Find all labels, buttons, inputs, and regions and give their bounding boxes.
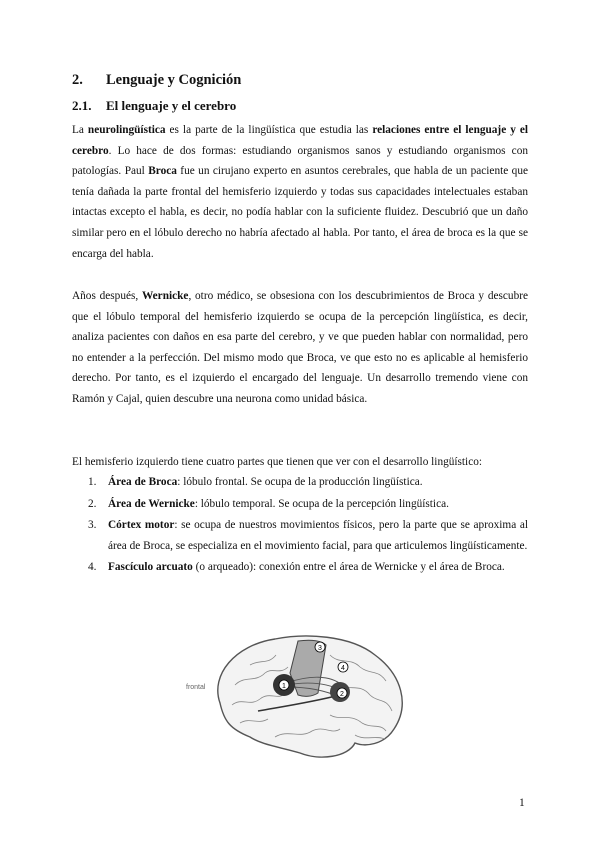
marker-2-label: 2 [340, 691, 344, 698]
section-number: 2. [72, 72, 83, 88]
section-heading [72, 72, 241, 89]
subsection-number: 2.1. [72, 98, 92, 113]
p2-text: Años después, [72, 290, 142, 302]
list-term: Área de Wernicke [108, 497, 195, 510]
p1-text: . Lo hace de dos formas: estudiando organismos sanos y estudiando organismos con patologías. Paul [72, 144, 528, 178]
brain-areas-list [72, 472, 528, 579]
list-number: 1. [88, 476, 97, 488]
marker-4-label: 4 [341, 665, 345, 672]
list-number: 4. [88, 561, 97, 574]
p1-text: fue un cirujano experto en asuntos cerebrales, que habla de un paciente que tenía dañada la parte frontal del hemisferio izquierdo y todas sus capacidades intelectuales estaban intactas excepto el habla, es decir, no podía hablar con la suficiente fluidez. Descubrió que un daño similar pero en el lóbulo derecho no habría afectado al habla. Por tanto, el área de broca es la que se encarga del habla. [72, 165, 528, 260]
list-item [72, 515, 528, 556]
frontal-label: frontal [186, 684, 206, 691]
marker-1-label: 1 [282, 683, 286, 690]
p1-bold-term: Broca [148, 165, 177, 178]
marker-3-label: 3 [318, 645, 322, 652]
list-text: : lóbulo frontal. Se ocupa de la producción lingüística. [177, 476, 423, 488]
brain-diagram [180, 625, 420, 765]
list-term: Córtex motor [108, 519, 175, 532]
paragraph-3: El hemisferio izquierdo tiene cuatro partes que tienen que ver con el desarrollo lingüístico: [72, 456, 482, 468]
list-term: Área de Broca [108, 476, 178, 488]
p1-bold-term: relaciones entre el lenguaje y el cerebro [72, 124, 528, 157]
list-text: : se ocupa de nuestros movimientos físicos, pero la parte que se aproxima al área de Broca, se especializa en el movimiento facial, para que articulemos lingüísticamente. [108, 519, 528, 552]
list-number: 2. [88, 497, 97, 510]
paragraph-1 [72, 120, 528, 264]
page-number: 1 [519, 797, 525, 809]
list-text: : lóbulo temporal. Se ocupa de la percepción lingüística. [194, 497, 449, 510]
list-item [72, 494, 528, 515]
p1-bold-term: neurolingüística [87, 124, 166, 136]
paragraph-2 [72, 286, 528, 410]
list-item [72, 472, 528, 493]
subsection-heading [72, 98, 236, 114]
subsection-title: El lenguaje y el cerebro [106, 98, 237, 113]
list-item [72, 557, 528, 578]
p2-text: , otro médico, se obsesiona con los descubrimientos de Broca y descubre que el lóbulo temporal del hemisferio izquierdo se ocupa de la percepción lingüística, es decir, analiza pacientes con daños en esa parte del cerebro, y ve que pueden hablar con normalidad, pero no entender a la perfección. Del mismo modo que Broca, ve que esto no es aplicable al hemisferio derecho. Por tanto, es el izquierdo el encargado del lenguaje. Un desarrollo tremendo viene con Ramón y Cajal, quien descubre una neurona como unidad básica. [72, 290, 529, 405]
p1-text: La [72, 124, 88, 136]
p2-bold-term: Wernicke [142, 290, 189, 302]
section-title: Lenguaje y Cognición [106, 72, 242, 88]
list-text: (o arqueado): conexión entre el área de Wernicke y el área de Broca. [192, 561, 505, 574]
list-number: 3. [88, 519, 97, 532]
list-term: Fascículo arcuato [108, 561, 193, 574]
p1-text: es la parte de la lingüística que estudia las [165, 124, 373, 136]
